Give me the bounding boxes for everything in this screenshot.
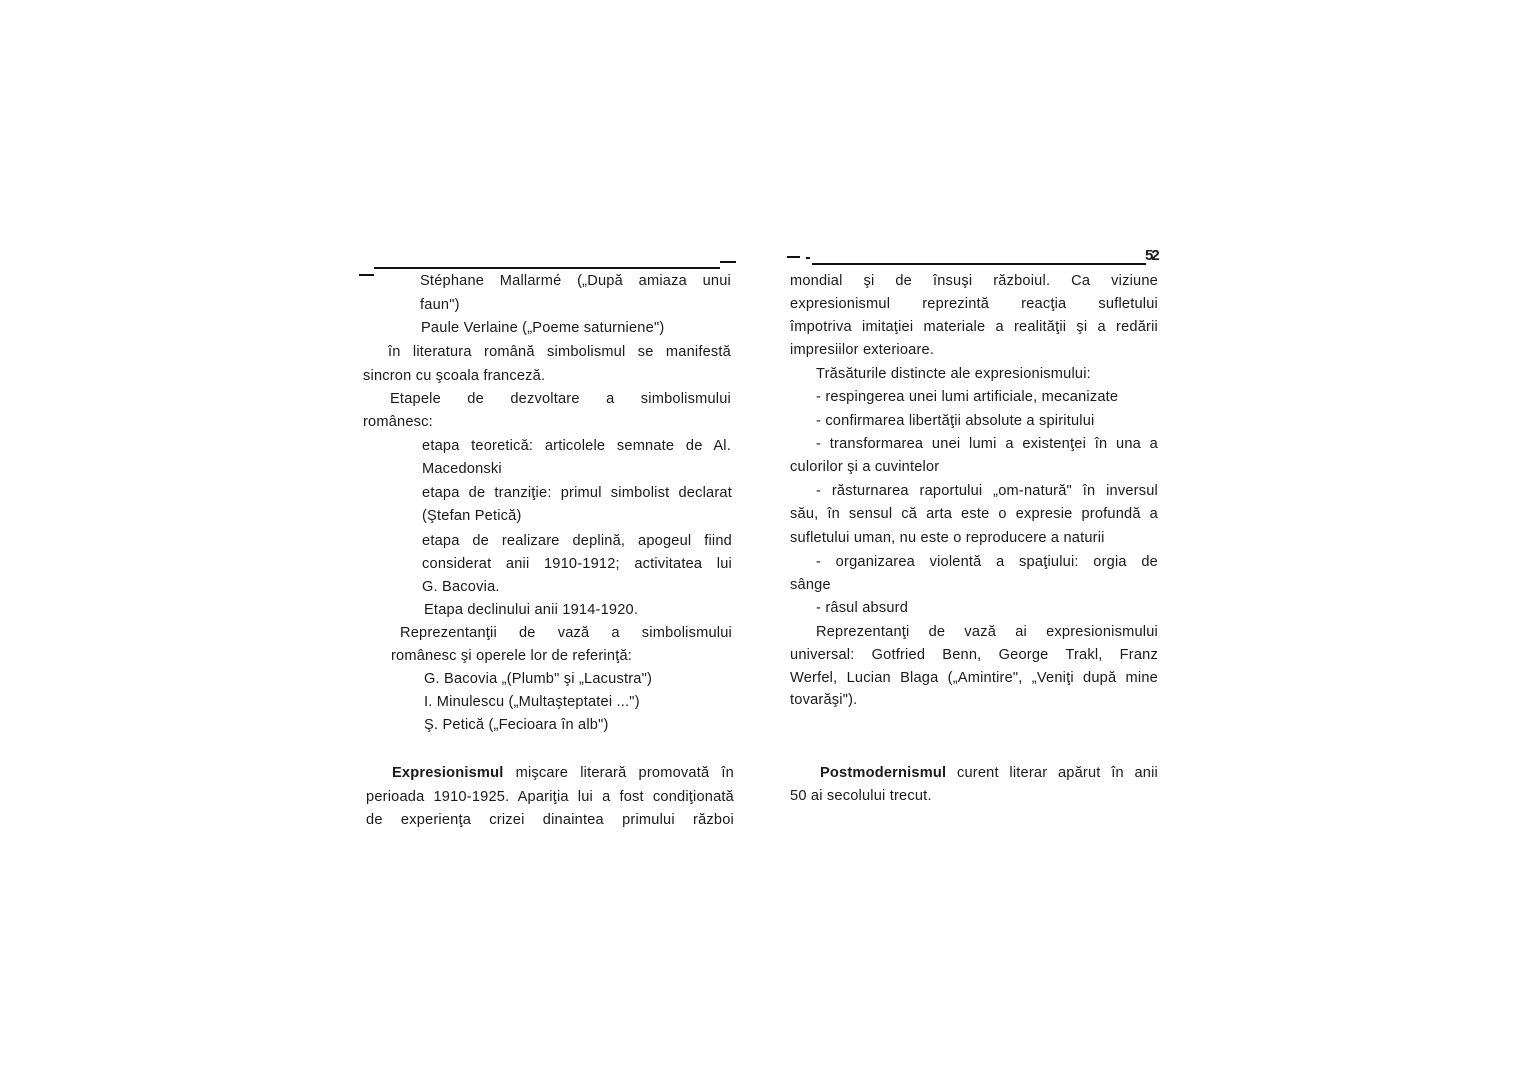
- text-line: Etapele de dezvoltare a simbolismului: [390, 391, 731, 407]
- text-line: (Ştefan Petică): [422, 508, 522, 524]
- rule-line: [374, 267, 720, 269]
- rule-dash: [787, 256, 800, 258]
- text-line: [820, 764, 1158, 782]
- text-line: tovarăşi").: [790, 692, 858, 708]
- text-line: Stéphane Mallarmé („După amiaza unui: [420, 273, 731, 289]
- section-heading: Expresionismul: [392, 765, 504, 781]
- text-span: mişcare literară promovată în: [515, 765, 734, 781]
- text-line: Ş. Petică („Fecioara în alb"): [424, 717, 609, 733]
- text-line: expresionismul reprezintă reacţia sufletului: [790, 296, 1158, 312]
- text-span: curent literar apărut în anii: [956, 765, 1158, 781]
- text-line: sufletului uman, nu este o reproducere a naturii: [790, 530, 1105, 546]
- text-line: - confirmarea libertăţii absolute a spiritului: [816, 413, 1095, 429]
- text-line: de experienţa crizei dinaintea primului război: [366, 812, 734, 828]
- text-line: - răsturnarea raportului „om-natură" în inversul: [816, 483, 1158, 499]
- text-line: impresiilor exterioare.: [790, 342, 935, 358]
- text-line: perioada 1910-1925. Apariţia lui a fost condiţionată: [366, 789, 734, 805]
- text-line: etapa de realizare deplină, apogeul fiind: [422, 533, 732, 549]
- text-line: faun"): [420, 297, 460, 313]
- text-line: universal: Gotfried Benn, George Trakl, Franz: [790, 647, 1158, 663]
- text-line: său, în sensul că arta este o expresie profundă a: [790, 506, 1158, 522]
- text-line: Werfel, Lucian Blaga („Amintire", „Veniţi după mine: [790, 670, 1158, 686]
- text-line: Reprezentanţi de vază ai expresionismului: [816, 624, 1158, 640]
- rule-line: [812, 263, 1146, 265]
- section-heading: Postmodernismul: [820, 765, 947, 781]
- text-line: G. Bacovia.: [422, 579, 500, 595]
- text-line: Etapa declinului anii 1914-1920.: [424, 602, 639, 618]
- text-line: etapa teoretică: articolele semnate de Al.: [422, 438, 731, 454]
- text-line: Paule Verlaine („Poeme saturniene"): [421, 320, 665, 336]
- text-line: în literatura română simbolismul se manifestă: [388, 344, 731, 360]
- text-line: etapa de tranziţie: primul simbolist declarat: [422, 485, 732, 501]
- rule-dash: [720, 261, 736, 263]
- text-line: Reprezentanţii de vază a simbolismului: [400, 625, 732, 641]
- text-line: Trăsăturile distincte ale expresionismului:: [816, 366, 1091, 382]
- text-line: - respingerea unei lumi artificiale, mecanizate: [816, 389, 1119, 405]
- text-line: G. Bacovia „(Plumb" şi „Lacustra"): [424, 671, 653, 687]
- text-line: I. Minulescu („Multaşteptatei ..."): [424, 694, 640, 710]
- text-line: considerat anii 1910-1912; activitatea lui: [422, 556, 732, 572]
- text-line: Macedonski: [422, 461, 502, 477]
- text-line: [392, 764, 734, 782]
- text-line: - organizarea violentă a spaţiului: orgia de: [816, 554, 1158, 570]
- text-line: românesc şi operele lor de referinţă:: [391, 648, 633, 664]
- text-line: sânge: [790, 577, 831, 593]
- text-line: culorilor şi a cuvintelor: [790, 459, 940, 475]
- text-line: - râsul absurd: [816, 600, 909, 616]
- text-line: românesc:: [363, 414, 433, 430]
- text-line: 50 ai secolului trecut.: [790, 788, 932, 804]
- rule-dash: [806, 257, 810, 259]
- page-number: 52: [1145, 247, 1158, 264]
- rule-dash: [359, 274, 374, 276]
- text-line: sincron cu şcoala franceză.: [363, 368, 546, 384]
- text-line: mondial şi de însuşi războiul. Ca viziune: [790, 273, 1158, 289]
- text-line: - transformarea unei lumi a existenţei în una a: [816, 436, 1158, 452]
- text-line: împotriva imitaţiei materiale a realităţii şi a redării: [790, 319, 1158, 335]
